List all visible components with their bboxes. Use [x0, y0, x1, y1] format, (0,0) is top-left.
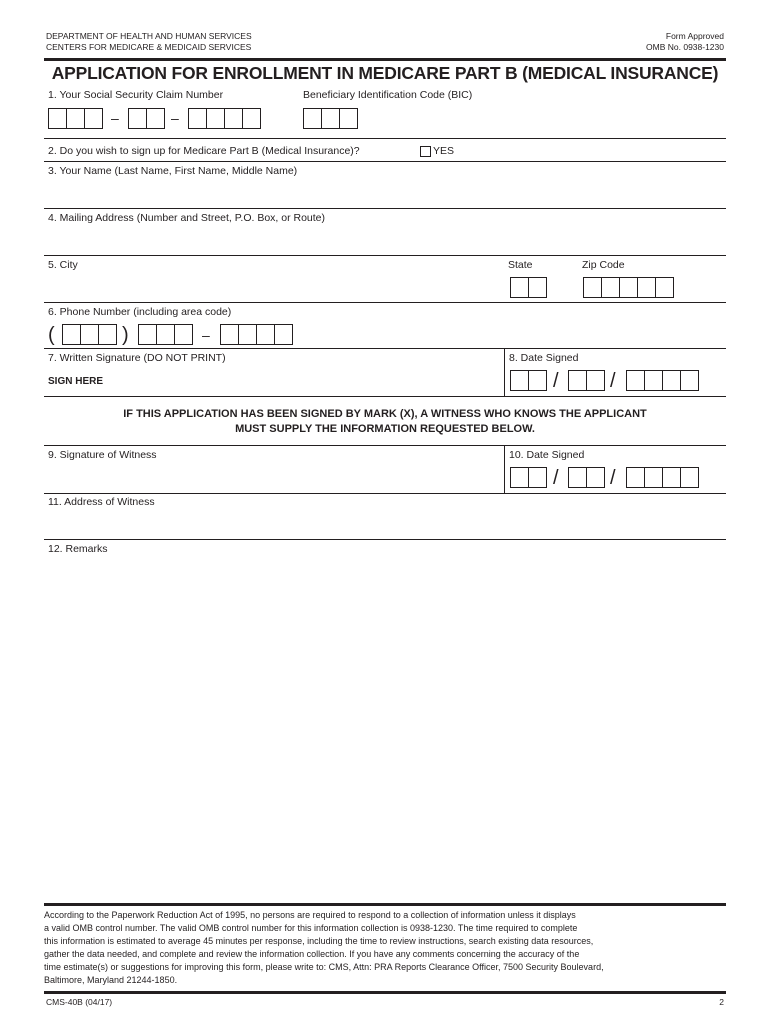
- partb-question: 2. Do you wish to sign up for Medicare Part B (Medical Insurance)?: [48, 145, 360, 157]
- address-label: 4. Mailing Address (Number and Street, P.O. Box, or Route): [48, 212, 326, 224]
- state-input[interactable]: [510, 277, 547, 298]
- witness-date-month-input[interactable]: [510, 467, 547, 488]
- name-label: 3. Your Name (Last Name, First Name, Middle Name): [48, 165, 298, 177]
- signature-label: 7. Written Signature (DO NOT PRINT): [48, 352, 226, 364]
- witness-signature-label: 9. Signature of Witness: [48, 449, 157, 461]
- title-top-rule: [44, 58, 726, 61]
- row-rule: [44, 255, 726, 256]
- witness-date-label: 10. Date Signed: [509, 449, 585, 461]
- bic-input[interactable]: [303, 108, 358, 129]
- remarks-label: 12. Remarks: [48, 543, 108, 555]
- paperwork-line-4: gather the data needed, and complete and review the information collection. If you have any comments concerning the accuracy of the: [44, 949, 580, 959]
- phone-area-code[interactable]: [62, 324, 117, 345]
- form-approved-text: Form Approved: [665, 31, 724, 41]
- witness-address-label: 11. Address of Witness: [48, 496, 155, 508]
- city-label: 5. City: [48, 259, 78, 271]
- row-rule: [44, 396, 726, 397]
- witness-date-year-input[interactable]: [626, 467, 699, 488]
- phone-paren-open: (: [48, 324, 55, 346]
- row-rule: [44, 302, 726, 303]
- date-year-input[interactable]: [626, 370, 699, 391]
- footer-rule: [44, 991, 726, 994]
- phone-label: 6. Phone Number (including area code): [48, 306, 232, 318]
- date-day-input[interactable]: [568, 370, 605, 391]
- zip-input[interactable]: [583, 277, 674, 298]
- row-rule: [44, 208, 726, 209]
- ssn-group-3[interactable]: [188, 108, 261, 129]
- sign-here-text: SIGN HERE: [48, 376, 104, 387]
- department-header: [46, 31, 252, 53]
- witness-notice: [44, 407, 726, 437]
- row-rule: [44, 445, 726, 446]
- date-slash-2: /: [610, 370, 616, 392]
- partb-yes-label: YES: [433, 145, 455, 157]
- paperwork-line-3: this information is estimated to average 45 minutes per response, including the time to review instructions, search existing data resources,: [44, 936, 594, 946]
- ssn-group-1[interactable]: [48, 108, 103, 129]
- witness-date-slash-1: /: [553, 467, 559, 489]
- form-title: APPLICATION FOR ENROLLMENT IN MEDICARE PART B (MEDICAL INSURANCE): [51, 63, 719, 83]
- paperwork-line-6: Baltimore, Maryland 21244-1850.: [44, 975, 178, 985]
- remarks-bottom-rule: [44, 903, 726, 906]
- form-number: CMS-40B (04/17): [46, 997, 113, 1007]
- remarks-area[interactable]: [44, 556, 726, 896]
- department-line-1: DEPARTMENT OF HEALTH AND HUMAN SERVICES: [46, 31, 252, 41]
- omb-approval: [646, 31, 724, 53]
- witness-date-day-input[interactable]: [568, 467, 605, 488]
- paperwork-reduction-notice: [44, 909, 724, 987]
- paperwork-line-2: a valid OMB control number. The valid OMB control number for this information collection is 0938-1230. The time required to complete: [44, 923, 578, 933]
- omb-number: OMB No. 0938-1230: [646, 42, 724, 52]
- witness-date-slash-2: /: [610, 467, 616, 489]
- row-rule: [44, 539, 726, 540]
- paperwork-line-1: According to the Paperwork Reduction Act of 1995, no persons are required to respond to a collection of information unless it displays: [44, 910, 576, 920]
- zip-label: Zip Code: [582, 259, 625, 271]
- phone-paren-close: ): [122, 324, 129, 346]
- witness-notice-line-1: IF THIS APPLICATION HAS BEEN SIGNED BY MARK (X), A WITNESS WHO KNOWS THE APPLICANT: [123, 408, 647, 420]
- department-line-2: CENTERS FOR MEDICARE & MEDICAID SERVICES: [46, 42, 252, 52]
- phone-prefix[interactable]: [138, 324, 193, 345]
- column-divider: [504, 445, 505, 493]
- phone-line-number[interactable]: [220, 324, 293, 345]
- ssn-dash-2: –: [171, 110, 179, 126]
- row-rule: [44, 161, 726, 162]
- date-slash-1: /: [553, 370, 559, 392]
- date-month-input[interactable]: [510, 370, 547, 391]
- state-label: State: [508, 259, 533, 271]
- phone-dash: –: [202, 327, 210, 343]
- ssn-group-2[interactable]: [128, 108, 165, 129]
- partb-yes-checkbox[interactable]: [420, 146, 431, 157]
- row-rule: [44, 138, 726, 139]
- date-signed-label: 8. Date Signed: [509, 352, 579, 364]
- ssn-dash-1: –: [111, 110, 119, 126]
- row-rule: [44, 493, 726, 494]
- paperwork-line-5: time estimate(s) or suggestions for improving this form, please write to: CMS, Attn: PRA Reports Clearance Officer, 7500 Security Boulevard,: [44, 962, 604, 972]
- ssn-label: 1. Your Social Security Claim Number: [48, 89, 224, 101]
- bic-label: Beneficiary Identification Code (BIC): [303, 89, 473, 101]
- column-divider: [504, 348, 505, 396]
- page-number: 2: [719, 997, 724, 1007]
- row-rule: [44, 348, 726, 349]
- witness-notice-line-2: MUST SUPPLY THE INFORMATION REQUESTED BELOW.: [235, 423, 535, 435]
